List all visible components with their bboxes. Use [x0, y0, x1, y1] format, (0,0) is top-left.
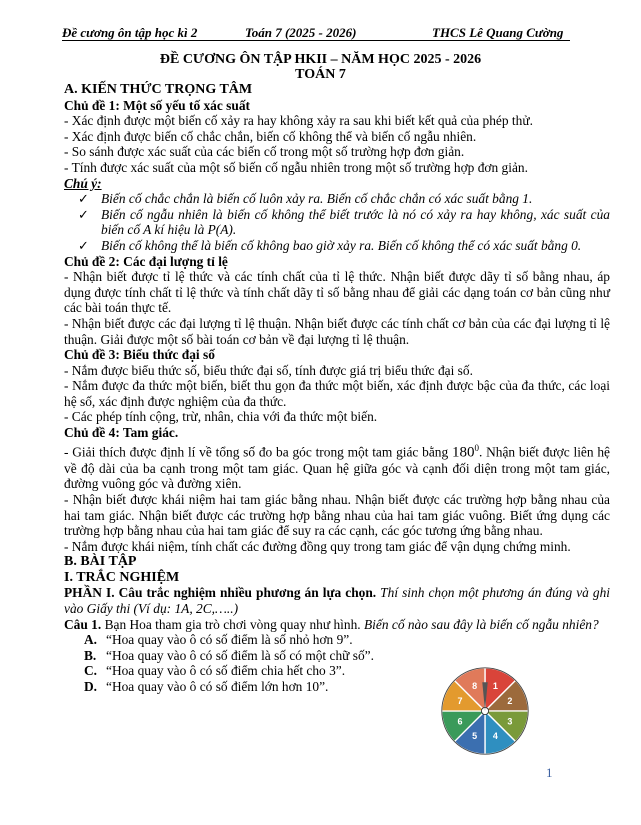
- note-item: ✓ Biến cố ngẫu nhiên là biến cố không thể biết trước là nó có xảy ra hay không, xác suất của biến cố A kí hiệu là P(A).: [78, 206, 610, 238]
- topic2-heading: Chủ đề 2: Các đại lượng tỉ lệ: [64, 253, 228, 269]
- header-right: THCS Lê Quang Cường: [432, 25, 564, 40]
- check-icon: ✓: [78, 191, 89, 207]
- topic1-item: - So sánh được xác suất của các biến cố trong một số trường hợp đơn giản.: [64, 144, 465, 160]
- section-a-heading: A. KIẾN THỨC TRỌNG TÂM: [64, 82, 253, 97]
- topic3-item: - Các phép tính cộng, trừ, nhân, chia với đa thức một biến.: [64, 409, 378, 425]
- wheel-sector-label: 7: [457, 695, 463, 706]
- part1-heading: I. TRẮC NGHIỆM: [64, 569, 180, 585]
- topic1-heading: Chủ đề 1: Một số yếu tố xác suất: [64, 97, 250, 113]
- topic2-item: - Nhận biết được tỉ lệ thức và các tính chất của tỉ lệ thức. Nhận biết được dãy tỉ số bằng nhau, áp dụng được tính chất tỉ lệ thức và tính chất dãy tỉ số bằng nhau để giải các dạng toán cơ bản cũng như các bài toán thực tế.: [64, 269, 610, 316]
- option-b: B. “Hoa quay vào ô có số điểm là số có một chữ số”.: [84, 647, 374, 663]
- option-a: A. “Hoa quay vào ô có số điểm là số nhỏ hơn 9”.: [84, 632, 353, 648]
- wheel-sector-label: 4: [492, 731, 498, 742]
- topic1-item: - Xác định được một biến cố xảy ra hay không xảy ra sau khi biết kết quả của phép thử.: [64, 113, 533, 129]
- spinner-wheel: [440, 666, 530, 756]
- wheel-sector-label: 8: [472, 681, 478, 692]
- note-item: ✓ Biến cố chắc chắn là biến cố luôn xảy ra. Biến cố chắc chắn có xác suất bằng 1.: [78, 191, 533, 207]
- topic4-heading: Chủ đề 4: Tam giác.: [64, 425, 179, 441]
- doc-subtitle: TOÁN 7: [295, 67, 346, 82]
- header-left: Đề cương ôn tập học kì 2: [62, 25, 198, 40]
- wheel-sector-label: 2: [507, 695, 513, 706]
- wheel-sector-label: 5: [472, 731, 478, 742]
- header-center: Toán 7 (2025 - 2026): [245, 25, 357, 40]
- note-list: [64, 191, 610, 253]
- check-icon: ✓: [78, 237, 89, 253]
- page-number: 1: [546, 765, 553, 780]
- wheel-sector-label: 1: [492, 681, 498, 692]
- question-1: Câu 1. Bạn Hoa tham gia trò chơi vòng quay như hình. Biến cố nào sau đây là biến cố ngẫu nhiên?: [64, 616, 599, 632]
- option-c: C. “Hoa quay vào ô có số điểm chia hết cho 3”.: [84, 663, 346, 679]
- section-b-heading: B. BÀI TẬP: [64, 554, 137, 570]
- page-header: [62, 24, 570, 41]
- topic3-item: - Nắm được biểu thức số, biểu thức đại số, tính được giá trị biểu thức đại số.: [64, 362, 473, 378]
- phan1-instruction: PHẦN I. Câu trắc nghiệm nhiều phương án lựa chọn. Thí sinh chọn một phương án đúng và ghi vào Giấy thi (Ví dụ: 1A, 2C,…..): [64, 585, 610, 617]
- doc-title: ĐỀ CƯƠNG ÔN TẬP HKII – NĂM HỌC 2025 - 2026: [159, 52, 482, 67]
- topic4-item: - Giải thích được định lí về tổng số đo ba góc trong một tam giác bằng $180^0$. Nhận biết được liên hệ về độ dài của ba cạnh trong một tam giác. Quan hệ giữa góc và cạnh đối diện trong một tam giác, đường vuông góc và đường xiên.: [64, 442, 610, 492]
- wheel-sector-label: 3: [507, 716, 513, 727]
- note-item: ✓ Biến cố không thể là biến cố không bao giờ xảy ra. Biến cố không thể có xác suất bằng 0.: [78, 237, 582, 253]
- wheel-sector-label: 6: [457, 716, 463, 727]
- topic4-item: - Nhận biết được khái niệm hai tam giác bằng nhau. Nhận biết được các trường hợp bằng nhau của hai tam giác. Nhận biết được các trường hợp bằng nhau của hai tam giác vuông. Biết ứng dụng các trường hợp bằng nhau của hai tam giác để suy ra các cạnh, các góc tương ứng bằng nhau.: [64, 491, 610, 539]
- check-icon: ✓: [78, 206, 89, 222]
- topic1-item: - Tính được xác suất của một số biến cố ngẫu nhiên trong một số trường hợp đơn giản.: [64, 159, 528, 175]
- topic1-item: - Xác định được biến cố chắc chắn, biến cố không thể và biến cố ngẫu nhiên.: [64, 128, 477, 144]
- option-d: D. “Hoa quay vào ô có số điểm lớn hơn 10”.: [84, 679, 329, 695]
- doc-body: [64, 82, 610, 695]
- topic3-item: - Nắm được đa thức một biến, biết thu gọn đa thức một biến, xác định được bậc của đa thức, các loại hệ số, xác định được nghiệm của đa thức.: [64, 378, 610, 409]
- topic3-heading: Chủ đề 3: Biểu thức đại số: [64, 347, 215, 363]
- topic4-item: - Nắm được khái niệm, tính chất các đường đồng quy trong tam giác để vận dụng chứng minh.: [64, 538, 571, 554]
- note-label: Chú ý:: [64, 175, 102, 191]
- topic2-item: - Nhận biết được các đại lượng tỉ lệ thuận. Nhận biết được các tính chất cơ bản của các đại lượng tỉ lệ thuận. Giải được một số bài toán cơ bản về đại lượng tỉ lệ thuận.: [64, 315, 610, 347]
